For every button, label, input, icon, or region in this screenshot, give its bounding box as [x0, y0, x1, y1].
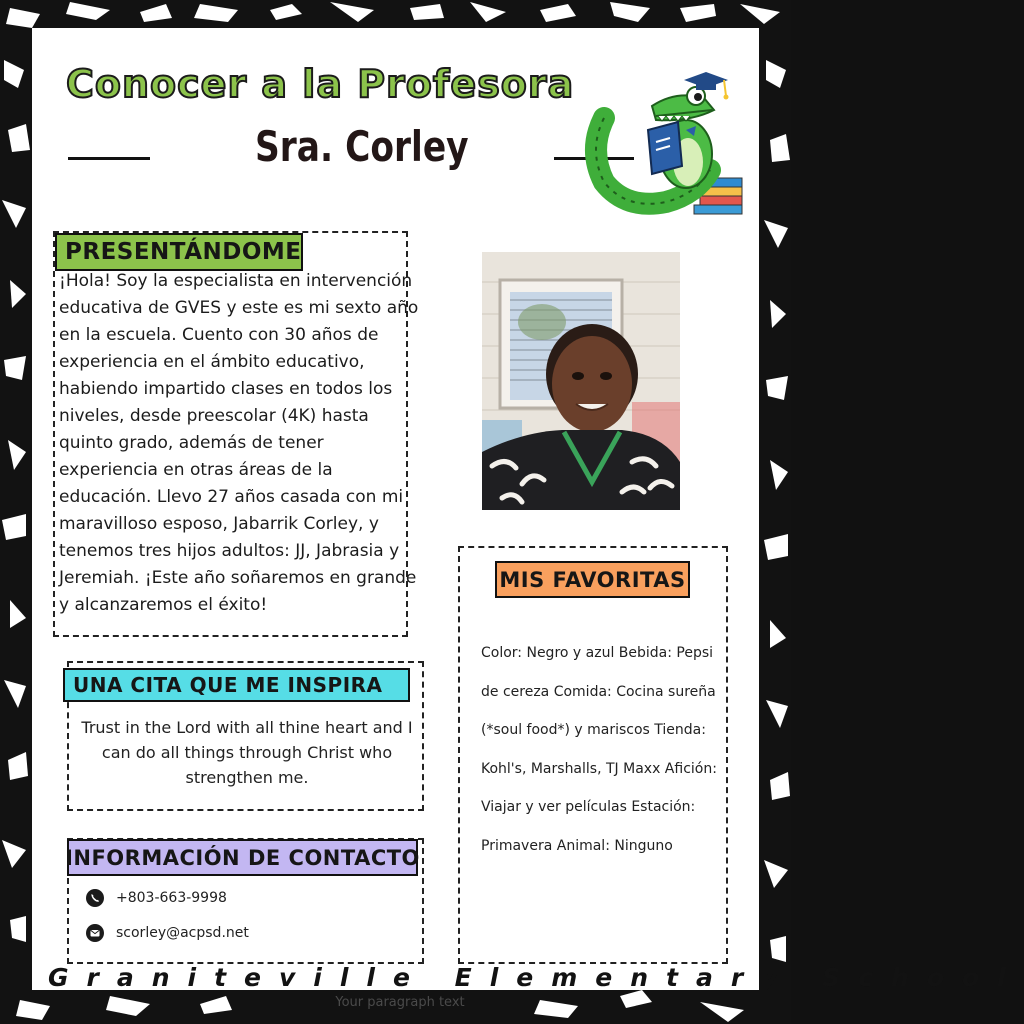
- quote-label: UNA CITA QUE ME INSPIRA: [63, 668, 410, 702]
- favorites-list: Color: Negro y azul Bebida: Pepsi de cereza Comida: Cocina sureña (*soul food*) y mariscos Tienda: Kohl's, Marshalls, TJ Maxx Afición: Viajar y ver películas Estación: Primavera Animal: Ninguno: [481, 645, 717, 854]
- envelope-icon: [86, 924, 104, 942]
- teacher-photo: [482, 252, 680, 510]
- contact-email-row[interactable]: [86, 924, 249, 942]
- title-rule-left: [68, 157, 150, 160]
- phone-icon: [86, 889, 104, 907]
- page-title: Conocer a la Profesora: [66, 62, 575, 106]
- school-name: Graniteville Elementary School: [48, 963, 1024, 992]
- contact-phone[interactable]: +803-663-9998: [116, 890, 227, 906]
- teacher-name: Sra. Corley: [255, 122, 469, 171]
- placeholder-text: Your paragraph text: [335, 995, 465, 1010]
- intro-paragraph: ¡Hola! Soy la especialista en intervención educativa de GVES y este es mi sexto año en la escuela. Cuento con 30 años de experiencia en el ámbito educativo, habiendo impartido clases en todos los niveles, desde preescolar (4K) hasta quinto grado, además de tener experiencia en otras áreas de la educación. Llevo 27 años casada con mi maravilloso esposo, Jabarrik Corley, y tenemos tres hijos adultos: JJ, Jabrasia y Jeremiah. ¡Este año soñaremos en grande y alcanzaremos el éxito!: [59, 271, 419, 615]
- quote-text: Trust in the Lord with all thine heart and I can do all things through Christ who strengthen me.: [81, 718, 413, 787]
- contact-phone-row[interactable]: [86, 889, 227, 907]
- favorites-label: MIS FAVORITAS: [495, 561, 690, 598]
- alligator-mascot-icon: [586, 70, 746, 225]
- intro-label: PRESENTÁNDOME: [55, 233, 303, 271]
- contact-label: INFORMACIÓN DE CONTACTO: [67, 839, 418, 876]
- contact-email[interactable]: scorley@acpsd.net: [116, 925, 249, 941]
